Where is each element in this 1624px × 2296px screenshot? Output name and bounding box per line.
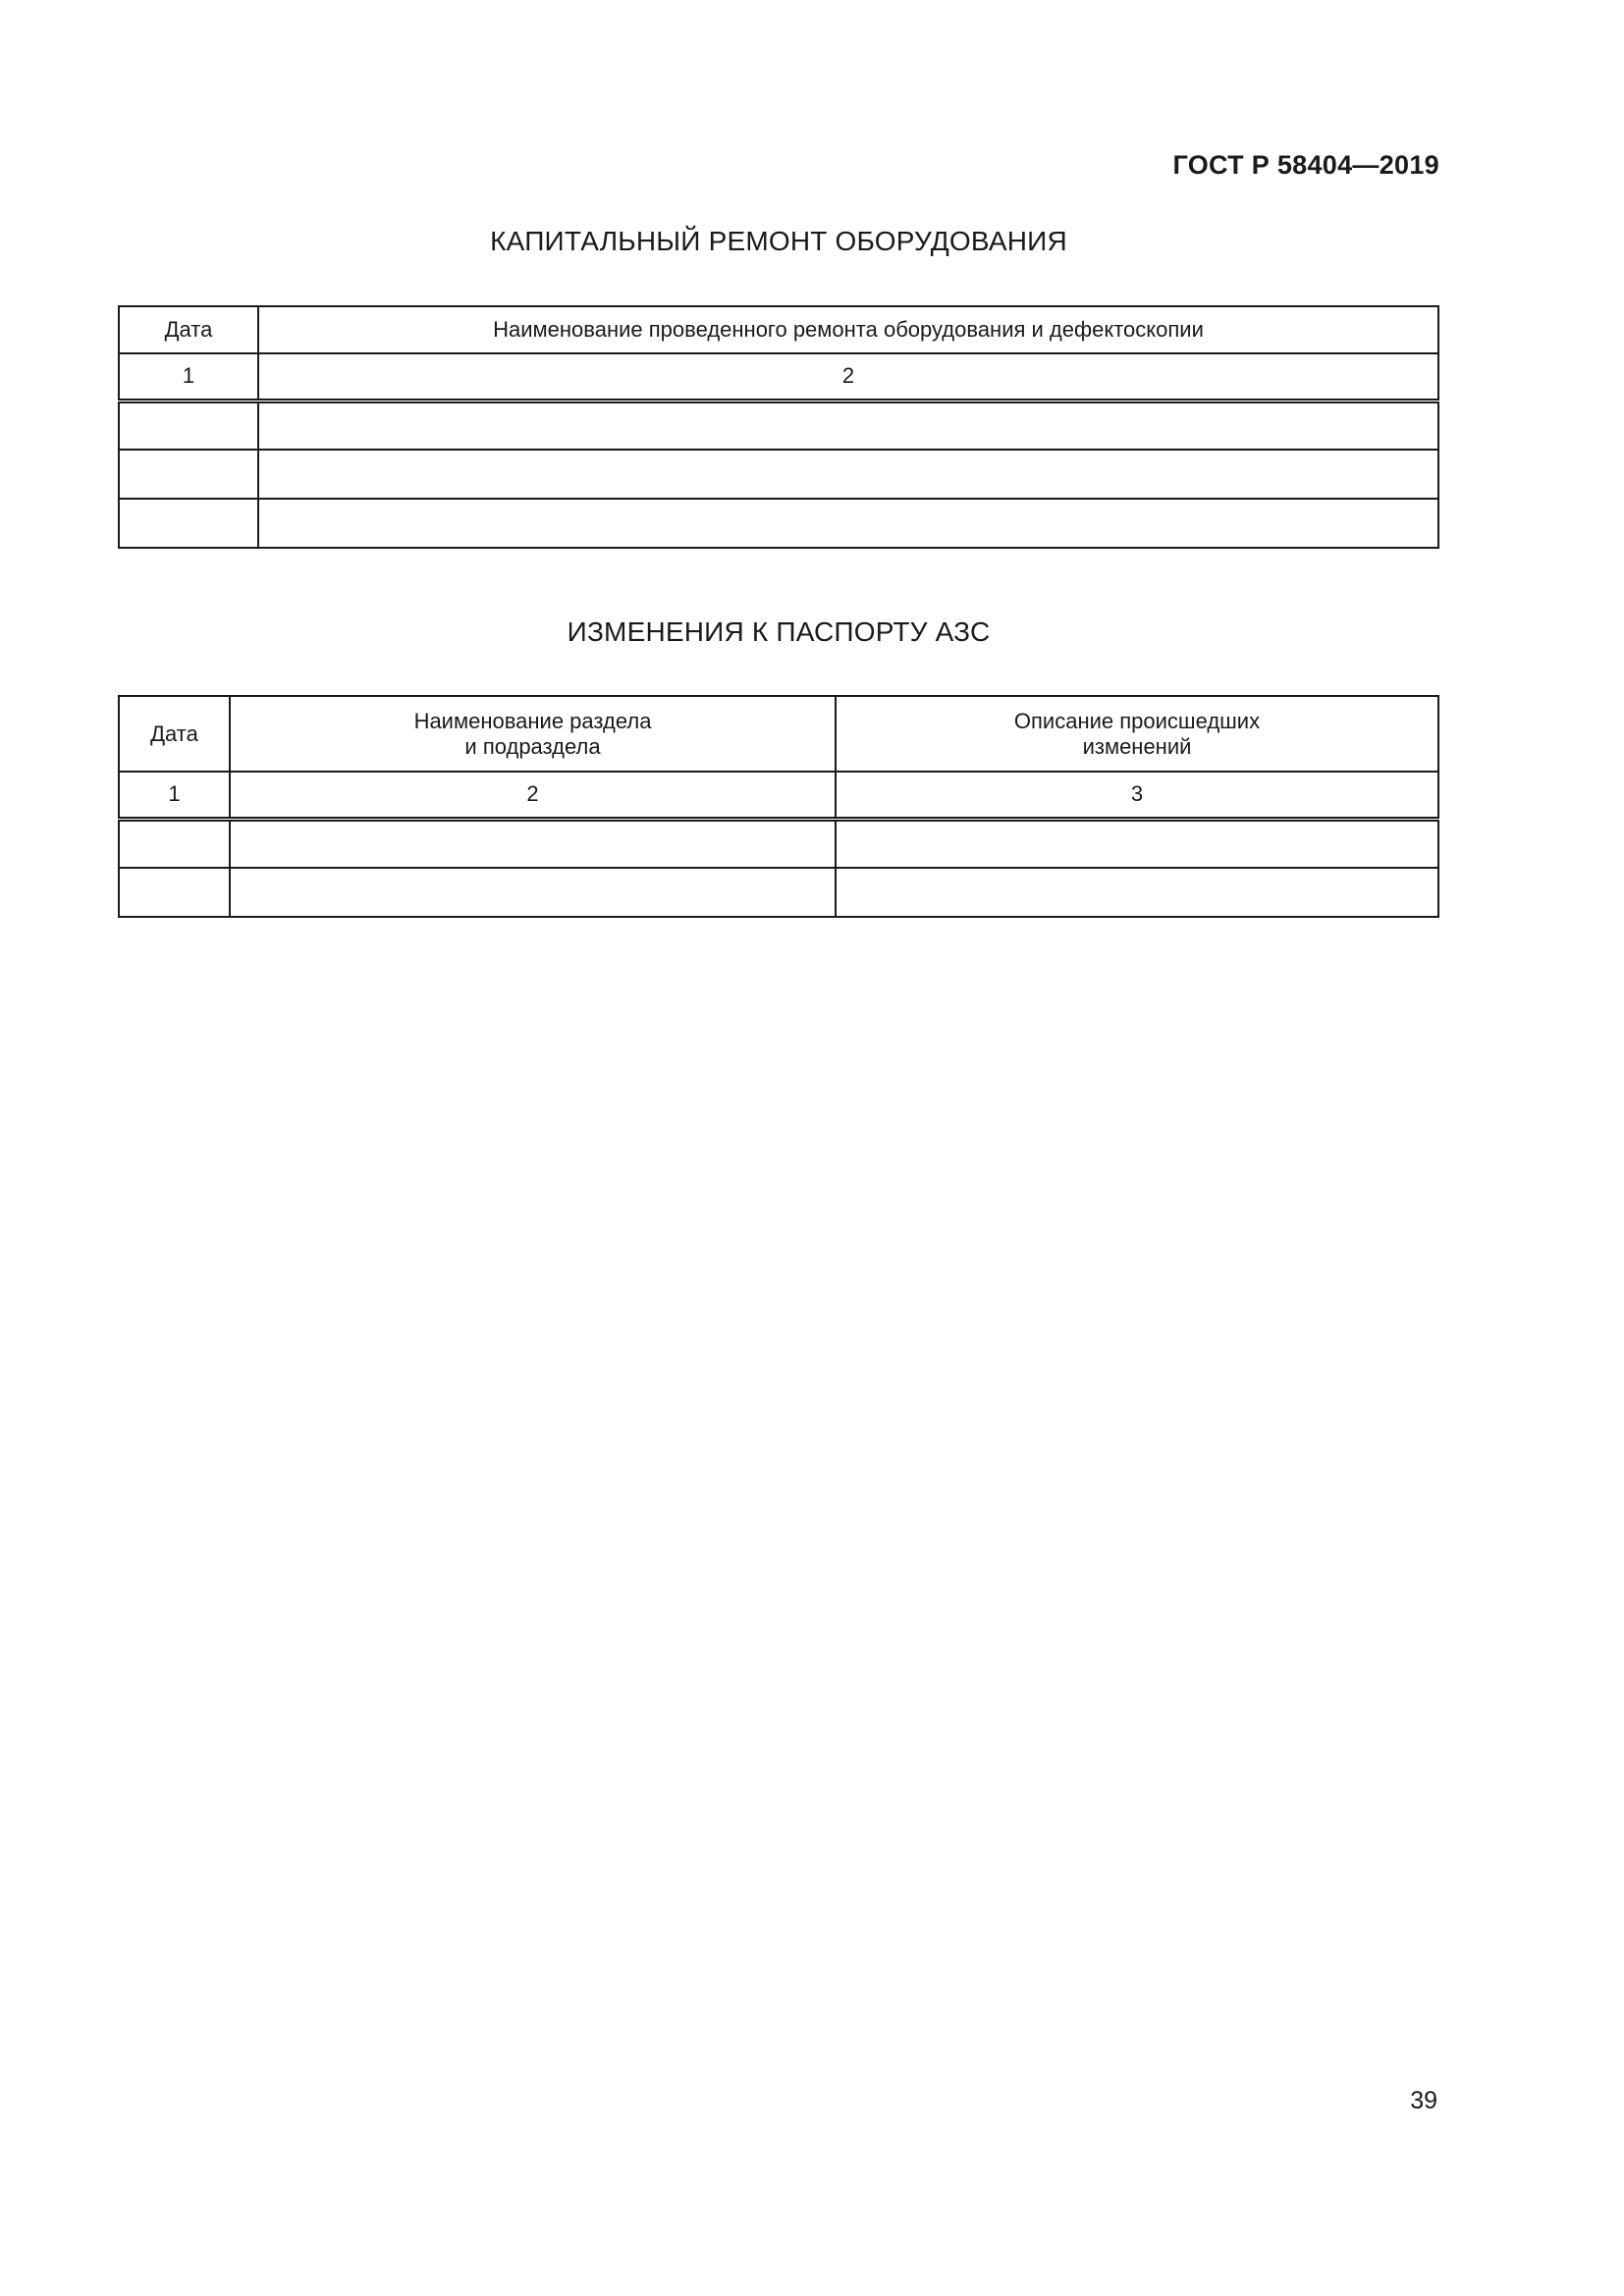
- column-number-row: [119, 353, 1438, 400]
- column-number-row: [119, 772, 1438, 819]
- column-number: 2: [258, 353, 1438, 400]
- table-cell-date[interactable]: [119, 868, 230, 917]
- column-header-date: Дата: [119, 696, 230, 772]
- table-row: [119, 499, 1438, 548]
- column-header-change-description: Описание происшедших изменений: [836, 696, 1438, 772]
- column-number: 1: [119, 772, 230, 819]
- page-number: 39: [1410, 2087, 1437, 2114]
- repair-section-title: КАПИТАЛЬНЫЙ РЕМОНТ ОБОРУДОВАНИЯ: [490, 226, 1067, 256]
- table-cell-section-name[interactable]: [230, 868, 836, 917]
- table-cell-section-name[interactable]: [230, 819, 836, 868]
- table-header-row: [119, 306, 1438, 353]
- table-cell-date[interactable]: [119, 819, 230, 868]
- table-row: [119, 868, 1438, 917]
- column-number: 3: [836, 772, 1438, 819]
- repair-table: [118, 305, 1439, 549]
- changes-section-title: ИЗМЕНЕНИЯ К ПАСПОРТУ АЗС: [567, 616, 991, 647]
- table-row: [119, 400, 1438, 450]
- table-cell-repair-name[interactable]: [258, 400, 1438, 450]
- table-cell-repair-name[interactable]: [258, 450, 1438, 499]
- table-cell-change-description[interactable]: [836, 868, 1438, 917]
- column-number: 2: [230, 772, 836, 819]
- column-header-section-name: Наименование раздела и подраздела: [230, 696, 836, 772]
- table-cell-date[interactable]: [119, 499, 258, 548]
- table-header-row: [119, 696, 1438, 772]
- column-header-date: Дата: [119, 306, 258, 353]
- table-cell-change-description[interactable]: [836, 819, 1438, 868]
- table-row: [119, 819, 1438, 868]
- table-row: [119, 450, 1438, 499]
- column-number: 1: [119, 353, 258, 400]
- table-cell-date[interactable]: [119, 400, 258, 450]
- table-cell-repair-name[interactable]: [258, 499, 1438, 548]
- table-cell-date[interactable]: [119, 450, 258, 499]
- document-standard-header: ГОСТ Р 58404—2019: [1172, 150, 1439, 180]
- column-header-repair-name: Наименование проведенного ремонта оборудования и дефектоскопии: [258, 306, 1438, 353]
- changes-table: [118, 695, 1439, 918]
